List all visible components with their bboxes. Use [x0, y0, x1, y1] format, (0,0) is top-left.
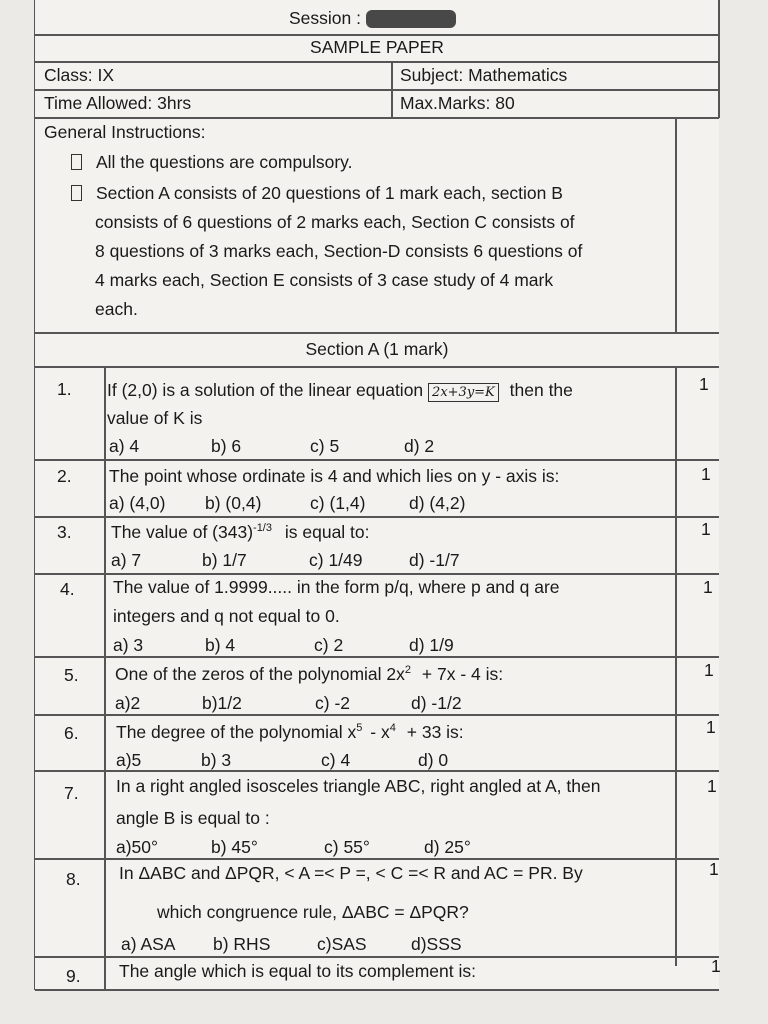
question-marks: 1 [701, 464, 711, 484]
question-text: integers and q not equal to 0. [113, 606, 340, 626]
option: a) 3 [113, 635, 144, 655]
option: d) 1/9 [409, 635, 454, 655]
question-number: 3. [57, 522, 72, 542]
subject-label: Subject: Mathematics [400, 65, 568, 85]
checkbox-bullet-icon [71, 154, 82, 170]
question-number: 4. [60, 579, 75, 599]
section-a-title: Section A (1 mark) [305, 339, 449, 359]
question-marks: 1 [699, 374, 709, 394]
option: c) 55° [324, 837, 370, 857]
question-text: The value of 1.9999..... in the form p/q, where p and q are [113, 577, 560, 597]
option: b) RHS [213, 934, 271, 954]
question-text: value of K is [107, 408, 203, 428]
instruction-text-line: 8 questions of 3 marks each, Section-D consists 6 questions of [95, 241, 583, 261]
question-number: 6. [64, 723, 79, 743]
instruction-text-line: 4 marks each, Section E consists of 3 case study of 4 mark [95, 270, 554, 290]
class-label: Class: IX [44, 65, 115, 85]
question-marks: 1 [707, 776, 717, 796]
question-text: One of the zeros of the polynomial $2x^2 + 7x - 4$ is: [115, 664, 504, 684]
session-label: Session : [289, 8, 361, 28]
option: c) 2 [314, 635, 344, 655]
question-marks: 1 [701, 519, 711, 539]
option: b) 6 [211, 436, 242, 456]
option: c) 5 [310, 436, 340, 456]
question-number: 9. [66, 966, 81, 986]
option: b) 4 [205, 635, 236, 655]
checkbox-bullet-icon [71, 185, 82, 201]
option: c) (1,4) [310, 493, 366, 513]
option: c)SAS [317, 934, 367, 954]
option: b) 1/7 [202, 550, 247, 570]
option: b)1/2 [202, 693, 242, 713]
option: a) ASA [121, 934, 176, 954]
option: b) 45° [211, 837, 258, 857]
instruction-item: Section A consists of 20 questions of 1 mark each, section B [71, 182, 563, 204]
time-allowed: Time Allowed: 3hrs [44, 93, 192, 113]
option: b) 3 [201, 750, 232, 770]
instructions-heading: General Instructions: [44, 122, 206, 142]
option: d) 0 [418, 750, 449, 770]
option: d) -1/2 [411, 693, 462, 713]
option: a) (4,0) [109, 493, 166, 513]
question-marks: 1 [704, 660, 714, 680]
redacted-session-value [366, 10, 456, 28]
option: d) -1/7 [409, 550, 460, 570]
question-marks: 1 [709, 859, 719, 879]
option: d)SSS [411, 934, 462, 954]
question-text: The angle which is equal to its complement is: [119, 961, 476, 981]
option: d) (4,2) [409, 493, 466, 513]
option: a)50° [116, 837, 159, 857]
option: a) 7 [111, 550, 142, 570]
question-text: In ΔABC and ΔPQR, < A =< P =, < C =< R and AC = PR. By [119, 863, 583, 883]
question-text: In a right angled isosceles triangle ABC, right angled at A, then [116, 776, 601, 796]
question-marks: 1 [703, 577, 713, 597]
question-marks: 1 [706, 717, 716, 737]
option: c) -2 [315, 693, 350, 713]
option: d) 2 [404, 436, 435, 456]
instruction-text-line: each. [95, 299, 138, 319]
question-number: 5. [64, 665, 79, 685]
instruction-item: All the questions are compulsory. [71, 151, 352, 173]
question-text: The value of $(343)^{-1/3}$ is equal to: [111, 522, 370, 542]
question-text: The degree of the polynomial $x^5 - x^4 + 33$ is: [116, 722, 464, 742]
question-paper-sheet [34, 0, 719, 990]
question-number: 1. [57, 379, 72, 399]
option: c) 4 [321, 750, 351, 770]
paper-title: SAMPLE PAPER [310, 37, 444, 57]
question-text: The point whose ordinate is 4 and which lies on y - axis is: [109, 466, 560, 486]
question-number: 2. [57, 466, 72, 486]
option: a)5 [116, 750, 142, 770]
max-marks: Max.Marks: 80 [400, 93, 515, 113]
question-number: 7. [64, 783, 79, 803]
option: a)2 [115, 693, 141, 713]
question-text: If (2,0) is a solution of the linear equation 2x+3y=K then the [107, 380, 573, 400]
question-text: which congruence rule, ΔABC = ΔPQR? [157, 902, 469, 922]
option: b) (0,4) [205, 493, 262, 513]
equation-box: 2x+3y=K [428, 383, 499, 402]
question-marks: 1 [711, 956, 721, 976]
question-number: 8. [66, 869, 81, 889]
option: a) 4 [109, 436, 140, 456]
session-row [289, 7, 456, 29]
question-text: angle B is equal to : [116, 808, 270, 828]
instruction-text-line: consists of 6 questions of 2 marks each, Section C consists of [95, 212, 575, 232]
option: c) 1/49 [309, 550, 363, 570]
option: d) 25° [424, 837, 471, 857]
